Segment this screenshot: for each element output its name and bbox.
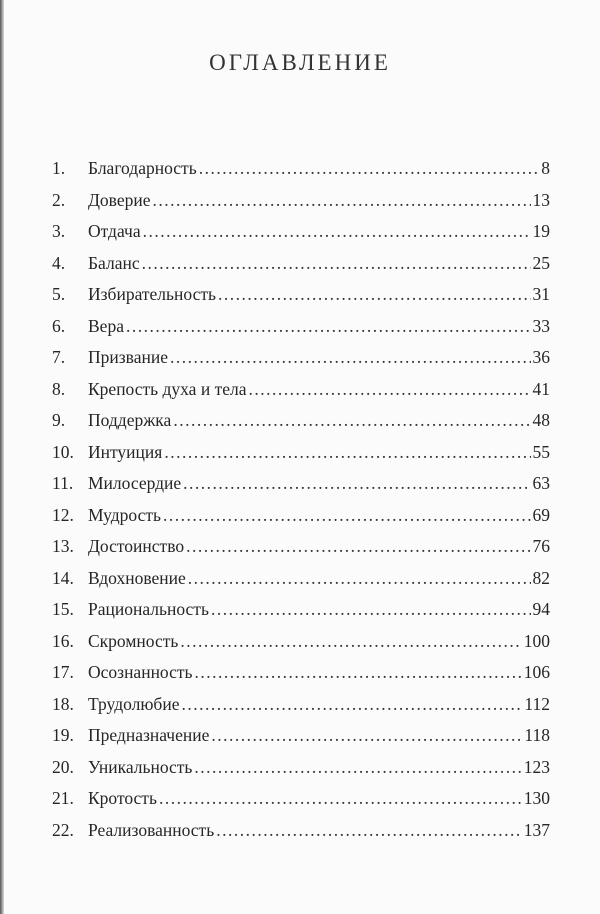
toc-entry bbox=[52, 597, 550, 629]
entry-title: Рациональность bbox=[88, 599, 209, 619]
toc-entry bbox=[52, 629, 550, 661]
entry-title: Баланс bbox=[88, 252, 140, 273]
entry-title: Реализованность bbox=[88, 819, 215, 840]
toc-entry bbox=[52, 818, 550, 850]
entry-number: 19. bbox=[52, 725, 74, 745]
entry-number: 22. bbox=[52, 819, 74, 840]
entry-number: 1. bbox=[52, 158, 66, 178]
entry-title: Предназначение bbox=[88, 725, 210, 745]
entry-page: 118 bbox=[524, 725, 550, 745]
entry-number: 12. bbox=[52, 504, 74, 525]
dot-leader bbox=[211, 597, 531, 621]
dot-leader bbox=[248, 377, 530, 401]
entry-title: Благодарность bbox=[88, 158, 197, 178]
dot-leader bbox=[195, 660, 522, 684]
dot-leader bbox=[173, 408, 530, 432]
toc-entry bbox=[52, 345, 550, 377]
entry-number: 17. bbox=[52, 662, 74, 682]
entry-page: 100 bbox=[523, 630, 550, 651]
toc-entry bbox=[52, 566, 550, 598]
entry-title: Доверие bbox=[88, 189, 151, 210]
entry-number: 9. bbox=[52, 410, 66, 430]
entry-number: 16. bbox=[52, 630, 74, 651]
entry-number: 13. bbox=[52, 536, 74, 556]
entry-title: Достоинство bbox=[88, 536, 185, 556]
dot-leader bbox=[186, 534, 530, 558]
toc-entry bbox=[52, 377, 550, 409]
dot-leader bbox=[216, 818, 522, 842]
entry-page: 69 bbox=[532, 504, 550, 525]
toc-entry bbox=[52, 188, 550, 220]
entry-number: 10. bbox=[52, 441, 74, 462]
entry-number: 18. bbox=[52, 693, 74, 714]
dot-leader bbox=[199, 156, 540, 180]
entry-title: Уникальность bbox=[88, 756, 193, 777]
toc-entry bbox=[52, 282, 550, 314]
entry-number: 14. bbox=[52, 567, 74, 588]
toc-entry bbox=[52, 692, 550, 724]
entry-title: Вдохновение bbox=[88, 567, 186, 588]
dot-leader bbox=[170, 345, 531, 369]
entry-number: 20. bbox=[52, 756, 74, 777]
entry-title: Кротость bbox=[88, 788, 157, 808]
entry-page: 48 bbox=[532, 410, 550, 430]
dot-leader bbox=[163, 503, 530, 527]
entry-page: 82 bbox=[532, 567, 550, 588]
dot-leader bbox=[164, 440, 530, 464]
dot-leader bbox=[159, 786, 522, 810]
entry-page: 33 bbox=[532, 315, 550, 336]
entry-page: 112 bbox=[524, 693, 550, 714]
entry-number: 4. bbox=[52, 252, 66, 273]
entry-page: 55 bbox=[532, 441, 550, 462]
dot-leader bbox=[188, 566, 531, 590]
entry-title: Отдача bbox=[88, 221, 141, 241]
toc-entry bbox=[52, 251, 550, 283]
toc-entry bbox=[52, 755, 550, 787]
entry-page: 130 bbox=[523, 788, 550, 808]
entry-page: 8 bbox=[541, 158, 550, 178]
toc-entry bbox=[52, 786, 550, 818]
dot-leader bbox=[218, 282, 531, 306]
entry-title: Осознанность bbox=[88, 662, 193, 682]
page-title: ОГЛАВЛЕНИЕ bbox=[209, 50, 391, 75]
entry-number: 3. bbox=[52, 221, 66, 241]
dot-leader bbox=[153, 188, 531, 212]
entry-number: 2. bbox=[52, 189, 66, 210]
entry-title: Призвание bbox=[88, 347, 168, 367]
dot-leader bbox=[183, 471, 530, 495]
entry-page: 94 bbox=[532, 599, 550, 619]
entry-title: Милосердие bbox=[88, 473, 182, 493]
entry-page: 36 bbox=[532, 347, 550, 367]
entry-page: 13 bbox=[532, 189, 550, 210]
toc-entry bbox=[52, 723, 550, 755]
entry-page: 106 bbox=[523, 662, 550, 682]
entry-number: 21. bbox=[52, 788, 74, 808]
entry-number: 7. bbox=[52, 347, 66, 367]
entry-title: Крепость духа и тела bbox=[88, 378, 247, 399]
dot-leader bbox=[211, 723, 522, 747]
toc-entry bbox=[52, 219, 550, 251]
toc-entry bbox=[52, 503, 550, 535]
entry-number: 5. bbox=[52, 284, 66, 304]
entry-title: Трудолюбие bbox=[88, 693, 180, 714]
toc-entry bbox=[52, 314, 550, 346]
toc-entry bbox=[52, 440, 550, 472]
dot-leader bbox=[181, 692, 522, 716]
entry-page: 41 bbox=[532, 378, 550, 399]
entry-page: 76 bbox=[532, 536, 550, 556]
dot-leader bbox=[126, 314, 531, 338]
entry-number: 8. bbox=[52, 378, 66, 399]
entry-page: 123 bbox=[523, 756, 550, 777]
entry-title: Скромность bbox=[88, 630, 179, 651]
entry-title: Интуиция bbox=[88, 441, 163, 462]
dot-leader bbox=[142, 251, 531, 275]
entry-page: 25 bbox=[532, 252, 550, 273]
dot-leader bbox=[180, 629, 521, 653]
entry-title: Поддержка bbox=[88, 410, 172, 430]
entry-number: 11. bbox=[52, 473, 74, 493]
entry-page: 31 bbox=[532, 284, 550, 304]
toc-entry bbox=[52, 156, 550, 188]
dot-leader bbox=[194, 755, 521, 779]
entry-number: 6. bbox=[52, 315, 66, 336]
entry-number: 15. bbox=[52, 599, 74, 619]
page-binding-edge bbox=[0, 0, 4, 914]
toc-entry bbox=[52, 471, 550, 503]
entry-title: Вера bbox=[88, 315, 124, 336]
entry-page: 19 bbox=[532, 221, 550, 241]
toc-entry bbox=[52, 534, 550, 566]
toc-entry bbox=[52, 660, 550, 692]
dot-leader bbox=[143, 219, 531, 243]
entry-title: Избирательность bbox=[88, 284, 216, 304]
table-of-contents bbox=[52, 156, 550, 849]
entry-title: Мудрость bbox=[88, 504, 162, 525]
entry-page: 137 bbox=[523, 819, 550, 840]
entry-page: 63 bbox=[532, 473, 550, 493]
toc-entry bbox=[52, 408, 550, 440]
